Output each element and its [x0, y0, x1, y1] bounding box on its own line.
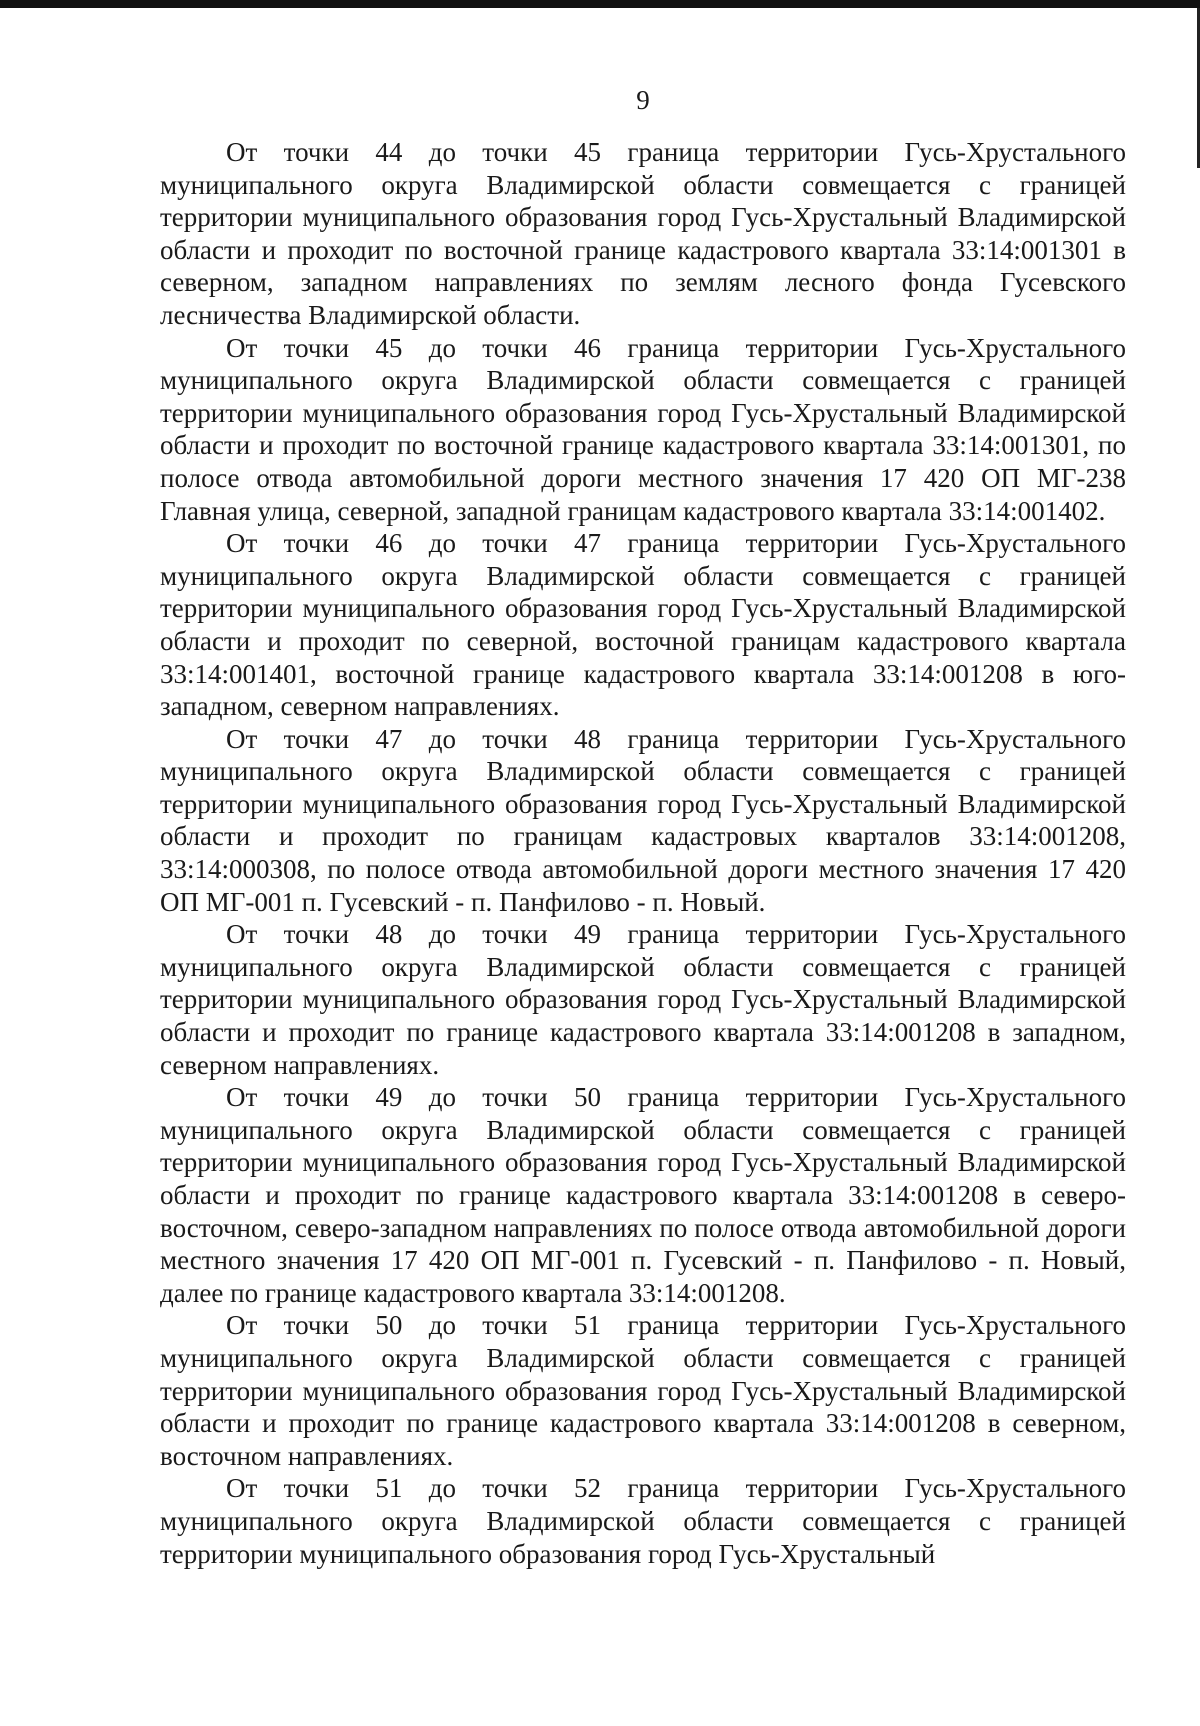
paragraph-points-51-52: От точки 51 до точки 52 граница территории Гусь-Хрустального муниципального округа Владимирской области совмещается с границей территории муниципального образования город Гусь-Хрустальный [160, 1473, 1126, 1569]
paragraph-points-49-50: От точки 49 до точки 50 граница территории Гусь-Хрустального муниципального округа Владимирской области совмещается с границей территории муниципального образования город Гусь-Хрустальный Владимирской области и проходит по границе кадастрового квартала 33:14:001208 в северо-восточном, северо-западном направлениях по полосе отвода автомобильной дороги местного значения 17 420 ОП МГ-001 п. Гусевский - п. Панфилово - п. Новый, далее по границе кадастрового квартала 33:14:001208. [160, 1082, 1126, 1308]
document-page [160, 84, 1126, 1570]
paragraph-points-46-47: От точки 46 до точки 47 граница территории Гусь-Хрустального муниципального округа Владимирской области совмещается с границей территории муниципального образования город Гусь-Хрустальный Владимирской области и проходит по северной, восточной границам кадастрового квартала 33:14:001401, восточной границе кадастрового квартала 33:14:001208 в юго-западном, северном направлениях. [160, 528, 1126, 722]
page-number: 9 [636, 85, 650, 115]
paragraph-points-48-49: От точки 48 до точки 49 граница территории Гусь-Хрустального муниципального округа Владимирской области совмещается с границей территории муниципального образования город Гусь-Хрустальный Владимирской области и проходит по границе кадастрового квартала 33:14:001208 в западном, северном направлениях. [160, 919, 1126, 1080]
paragraph-points-47-48: От точки 47 до точки 48 граница территории Гусь-Хрустального муниципального округа Владимирской области совмещается с границей территории муниципального образования город Гусь-Хрустальный Владимирской области и проходит по границам кадастровых кварталов 33:14:001208, 33:14:000308, по полосе отвода автомобильной дороги местного значения 17 420 ОП МГ-001 п. Гусевский - п. Панфилово - п. Новый. [160, 723, 1126, 917]
paragraph-points-45-46: От точки 45 до точки 46 граница территории Гусь-Хрустального муниципального округа Владимирской области совмещается с границей территории муниципального образования город Гусь-Хрустальный Владимирской области и проходит по восточной границе кадастрового квартала 33:14:001301, по полосе отвода автомобильной дороги местного значения 17 420 ОП МГ-238 Главная улица, северной, западной границам кадастрового квартала 33:14:001402. [160, 332, 1126, 526]
paragraph-points-44-45: От точки 44 до точки 45 граница территории Гусь-Хрустального муниципального округа Владимирской области совмещается с границей территории муниципального образования город Гусь-Хрустальный Владимирской области и проходит по восточной границе кадастрового квартала 33:14:001301 в северном, западном направлениях по землям лесного фонда Гусевского лесничества Владимирской области. [160, 137, 1126, 330]
scan-top-edge [0, 0, 1200, 8]
paragraph-points-50-51: От точки 50 до точки 51 граница территории Гусь-Хрустального муниципального округа Владимирской области совмещается с границей территории муниципального образования город Гусь-Хрустальный Владимирской области и проходит по границе кадастрового квартала 33:14:001208 в северном, восточном направлениях. [160, 1310, 1126, 1471]
